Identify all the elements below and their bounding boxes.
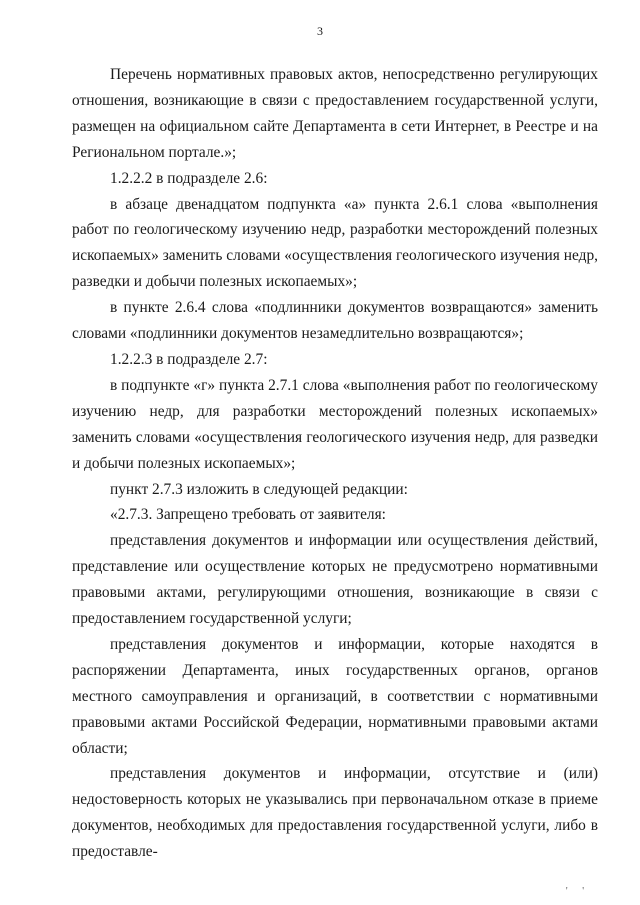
paragraph: в пункте 2.6.4 слова «подлинники документов возвращаются» заменить словами «подлинники документов незамедлительно возвращаются»; [72,299,598,343]
page-number: 3 [317,24,323,38]
paragraph: «2.7.3. Запрещено требовать от заявителя: [110,506,386,524]
paragraph: представления документов и информации, которые находятся в распоряжении Департамента, иных государственных органов, органов местного самоуправления и организаций, в соответствии с нормативными правовыми актами Российской Федерации, нормативными правовыми актами области; [72,635,598,757]
paragraph: представления документов и информации, отсутствие и (или) недостоверность которых не указывались при первоначальном отказе в приеме документов, необходимых для предоставления государственной услуги, либо в предоставле- [72,765,598,861]
paragraph: в абзаце двенадцатом подпункта «а» пункта 2.6.1 слова «выполнения работ по геологическому изучению недр, разработки месторождений полезных ископаемых» заменить словами «осуществления геологического изучения недр, разведки и добычи полезных ископаемых»; [72,195,598,291]
paragraph: представления документов и информации или осуществления действий, представление или осуществление которых не предусмотрено нормативными правовыми актами, регулирующими отношения, возникающие в связи с предоставлением государственной услуги; [72,532,598,628]
paragraph: в подпункте «г» пункта 2.7.1 слова «выполнения работ по геологическому изучению недр, для разработки месторождений полезных ископаемых» заменить словами «осуществления геологического изучения недр, для разведки и добычи полезных ископаемых»; [72,376,598,472]
document-body [72,62,598,865]
paragraph: 1.2.2.3 в подразделе 2.7: [110,350,268,368]
paragraph: Перечень нормативных правовых актов, непосредственно регулирующих отношения, возникающие в связи с предоставлением государственной услуги, размещен на официальном сайте Департамента в сети Интернет, в Реестре и на Региональном портале.»; [72,66,598,161]
paragraph: пункт 2.7.3 изложить в следующей редакции: [110,480,408,498]
footer-marks: ' ' [565,886,590,897]
paragraph: 1.2.2.2 в подразделе 2.6: [110,169,268,187]
